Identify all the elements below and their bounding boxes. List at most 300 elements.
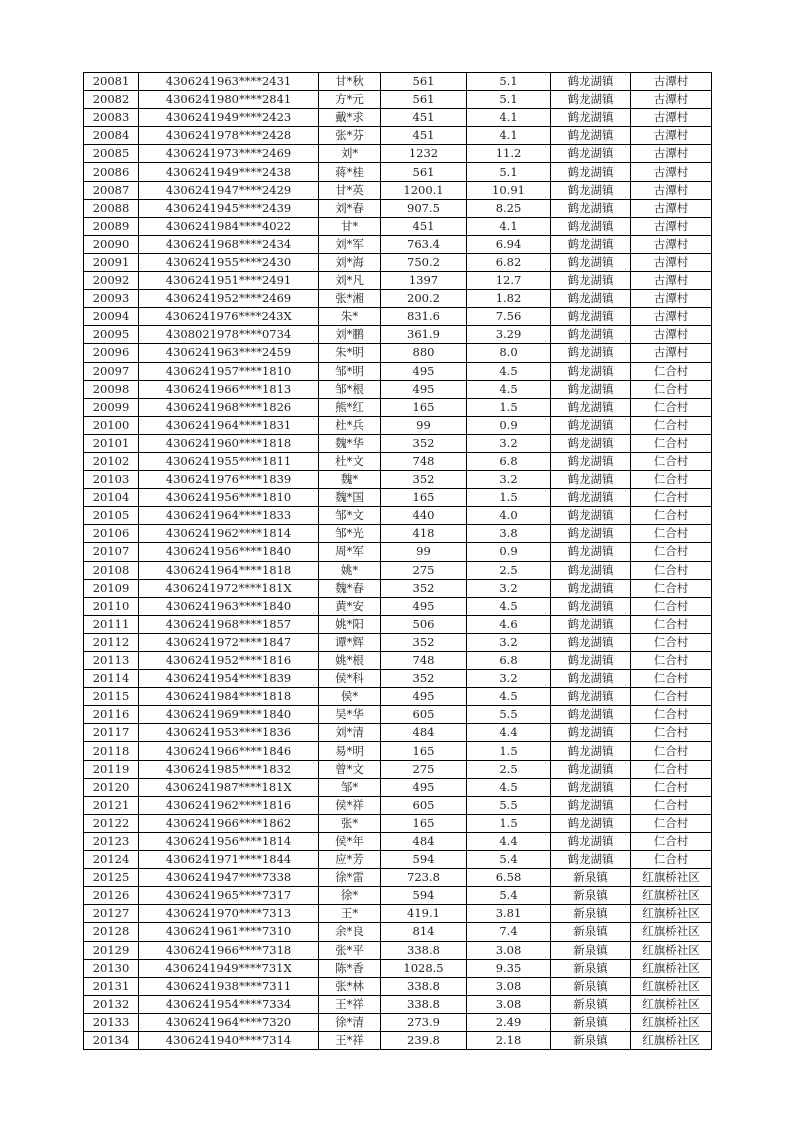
table-row [84, 163, 712, 181]
town-cell: 鹤龙湖镇 [551, 434, 631, 452]
serial-number-cell: 20131 [84, 977, 139, 995]
area-cell: 4.4 [467, 832, 551, 850]
id-number-cell: 4306241984****4022 [139, 217, 319, 235]
table-row [84, 434, 712, 452]
serial-number-cell: 20112 [84, 633, 139, 651]
serial-number-cell: 20126 [84, 887, 139, 905]
name-cell: 刘*海 [319, 253, 381, 271]
area-cell: 7.4 [467, 923, 551, 941]
amount-cell: 880 [381, 344, 467, 362]
town-cell: 鹤龙湖镇 [551, 778, 631, 796]
table-row [84, 489, 712, 507]
area-cell: 4.5 [467, 778, 551, 796]
name-cell: 蒋*桂 [319, 163, 381, 181]
amount-cell: 165 [381, 814, 467, 832]
amount-cell: 605 [381, 796, 467, 814]
area-cell: 3.81 [467, 905, 551, 923]
name-cell: 应*芳 [319, 851, 381, 869]
id-number-cell: 4306241956****1810 [139, 489, 319, 507]
table-row [84, 652, 712, 670]
village-cell: 仁合村 [631, 489, 712, 507]
amount-cell: 338.8 [381, 995, 467, 1013]
amount-cell: 907.5 [381, 199, 467, 217]
town-cell: 新泉镇 [551, 887, 631, 905]
serial-number-cell: 20115 [84, 688, 139, 706]
table-row [84, 1031, 712, 1049]
table-row [84, 416, 712, 434]
village-cell: 仁合村 [631, 543, 712, 561]
table-row [84, 326, 712, 344]
id-number-cell: 4306241962****1816 [139, 796, 319, 814]
name-cell: 谭*辉 [319, 633, 381, 651]
serial-number-cell: 20100 [84, 416, 139, 434]
name-cell: 甘* [319, 217, 381, 235]
village-cell: 红旗桥社区 [631, 941, 712, 959]
id-number-cell: 4308021978****0734 [139, 326, 319, 344]
serial-number-cell: 20124 [84, 851, 139, 869]
town-cell: 新泉镇 [551, 869, 631, 887]
name-cell: 易*明 [319, 742, 381, 760]
serial-number-cell: 20113 [84, 652, 139, 670]
serial-number-cell: 20121 [84, 796, 139, 814]
table-row [84, 851, 712, 869]
town-cell: 新泉镇 [551, 977, 631, 995]
serial-number-cell: 20129 [84, 941, 139, 959]
id-number-cell: 4306241956****1814 [139, 832, 319, 850]
village-cell: 仁合村 [631, 796, 712, 814]
serial-number-cell: 20128 [84, 923, 139, 941]
village-cell: 红旗桥社区 [631, 1031, 712, 1049]
village-cell: 仁合村 [631, 832, 712, 850]
table-row [84, 145, 712, 163]
town-cell: 鹤龙湖镇 [551, 235, 631, 253]
village-cell: 红旗桥社区 [631, 887, 712, 905]
town-cell: 新泉镇 [551, 941, 631, 959]
id-number-cell: 4306241966****1813 [139, 380, 319, 398]
town-cell: 鹤龙湖镇 [551, 344, 631, 362]
village-cell: 仁合村 [631, 362, 712, 380]
village-cell: 仁合村 [631, 561, 712, 579]
serial-number-cell: 20107 [84, 543, 139, 561]
id-number-cell: 4306241985****1832 [139, 760, 319, 778]
table-row [84, 869, 712, 887]
village-cell: 仁合村 [631, 652, 712, 670]
amount-cell: 352 [381, 579, 467, 597]
amount-cell: 273.9 [381, 1013, 467, 1031]
town-cell: 鹤龙湖镇 [551, 380, 631, 398]
id-number-cell: 4306241980****2841 [139, 91, 319, 109]
serial-number-cell: 20092 [84, 272, 139, 290]
amount-cell: 451 [381, 217, 467, 235]
serial-number-cell: 20119 [84, 760, 139, 778]
name-cell: 徐*雷 [319, 869, 381, 887]
serial-number-cell: 20108 [84, 561, 139, 579]
amount-cell: 605 [381, 706, 467, 724]
id-number-cell: 4306241984****1818 [139, 688, 319, 706]
area-cell: 4.5 [467, 380, 551, 398]
area-cell: 3.2 [467, 434, 551, 452]
serial-number-cell: 20093 [84, 290, 139, 308]
village-cell: 仁合村 [631, 579, 712, 597]
town-cell: 鹤龙湖镇 [551, 253, 631, 271]
area-cell: 5.1 [467, 73, 551, 91]
id-number-cell: 4306241951****2491 [139, 272, 319, 290]
amount-cell: 561 [381, 73, 467, 91]
table-row [84, 670, 712, 688]
area-cell: 1.5 [467, 814, 551, 832]
id-number-cell: 4306241940****7314 [139, 1031, 319, 1049]
town-cell: 鹤龙湖镇 [551, 652, 631, 670]
serial-number-cell: 20088 [84, 199, 139, 217]
serial-number-cell: 20122 [84, 814, 139, 832]
name-cell: 侯*科 [319, 670, 381, 688]
amount-cell: 495 [381, 688, 467, 706]
town-cell: 鹤龙湖镇 [551, 272, 631, 290]
area-cell: 3.2 [467, 471, 551, 489]
amount-cell: 165 [381, 398, 467, 416]
serial-number-cell: 20104 [84, 489, 139, 507]
id-number-cell: 4306241964****1831 [139, 416, 319, 434]
area-cell: 8.0 [467, 344, 551, 362]
area-cell: 5.1 [467, 91, 551, 109]
table-row [84, 760, 712, 778]
amount-cell: 361.9 [381, 326, 467, 344]
name-cell: 张*湘 [319, 290, 381, 308]
name-cell: 张* [319, 814, 381, 832]
town-cell: 鹤龙湖镇 [551, 73, 631, 91]
village-cell: 仁合村 [631, 615, 712, 633]
serial-number-cell: 20084 [84, 127, 139, 145]
area-cell: 5.5 [467, 796, 551, 814]
id-number-cell: 4306241971****1844 [139, 851, 319, 869]
town-cell: 鹤龙湖镇 [551, 742, 631, 760]
id-number-cell: 4306241978****2428 [139, 127, 319, 145]
name-cell: 邹*明 [319, 362, 381, 380]
table-row [84, 380, 712, 398]
id-number-cell: 4306241968****2434 [139, 235, 319, 253]
amount-cell: 165 [381, 489, 467, 507]
village-cell: 古潭村 [631, 253, 712, 271]
town-cell: 新泉镇 [551, 1031, 631, 1049]
area-cell: 3.08 [467, 995, 551, 1013]
village-cell: 仁合村 [631, 507, 712, 525]
village-cell: 仁合村 [631, 814, 712, 832]
name-cell: 侯* [319, 688, 381, 706]
table-row [84, 127, 712, 145]
serial-number-cell: 20094 [84, 308, 139, 326]
name-cell: 魏*春 [319, 579, 381, 597]
amount-cell: 338.8 [381, 941, 467, 959]
town-cell: 鹤龙湖镇 [551, 326, 631, 344]
id-number-cell: 4306241952****1816 [139, 652, 319, 670]
id-number-cell: 4306241966****1862 [139, 814, 319, 832]
amount-cell: 748 [381, 452, 467, 470]
table-row [84, 742, 712, 760]
name-cell: 魏*国 [319, 489, 381, 507]
name-cell: 邹* [319, 778, 381, 796]
village-cell: 红旗桥社区 [631, 977, 712, 995]
id-number-cell: 4306241966****7318 [139, 941, 319, 959]
table-row [84, 525, 712, 543]
id-number-cell: 4306241964****1833 [139, 507, 319, 525]
table-row [84, 814, 712, 832]
name-cell: 魏*华 [319, 434, 381, 452]
name-cell: 邹*文 [319, 507, 381, 525]
village-cell: 古潭村 [631, 272, 712, 290]
town-cell: 鹤龙湖镇 [551, 91, 631, 109]
id-number-cell: 4306241949****731X [139, 959, 319, 977]
name-cell: 朱* [319, 308, 381, 326]
serial-number-cell: 20086 [84, 163, 139, 181]
id-number-cell: 4306241968****1826 [139, 398, 319, 416]
serial-number-cell: 20109 [84, 579, 139, 597]
area-cell: 6.8 [467, 452, 551, 470]
amount-cell: 1200.1 [381, 181, 467, 199]
serial-number-cell: 20106 [84, 525, 139, 543]
area-cell: 12.7 [467, 272, 551, 290]
name-cell: 甘*英 [319, 181, 381, 199]
town-cell: 鹤龙湖镇 [551, 597, 631, 615]
town-cell: 鹤龙湖镇 [551, 199, 631, 217]
name-cell: 魏* [319, 471, 381, 489]
id-number-cell: 4306241963****1840 [139, 597, 319, 615]
serial-number-cell: 20087 [84, 181, 139, 199]
village-cell: 仁合村 [631, 778, 712, 796]
name-cell: 王*祥 [319, 995, 381, 1013]
amount-cell: 451 [381, 109, 467, 127]
village-cell: 仁合村 [631, 760, 712, 778]
id-number-cell: 4306241987****181X [139, 778, 319, 796]
town-cell: 鹤龙湖镇 [551, 127, 631, 145]
town-cell: 新泉镇 [551, 995, 631, 1013]
table-row [84, 452, 712, 470]
town-cell: 鹤龙湖镇 [551, 308, 631, 326]
village-cell: 古潭村 [631, 344, 712, 362]
table-row [84, 778, 712, 796]
amount-cell: 418 [381, 525, 467, 543]
table-row [84, 724, 712, 742]
serial-number-cell: 20099 [84, 398, 139, 416]
name-cell: 徐* [319, 887, 381, 905]
id-number-cell: 4306241955****2430 [139, 253, 319, 271]
area-cell: 2.18 [467, 1031, 551, 1049]
village-cell: 仁合村 [631, 706, 712, 724]
amount-cell: 495 [381, 778, 467, 796]
village-cell: 古潭村 [631, 109, 712, 127]
town-cell: 鹤龙湖镇 [551, 416, 631, 434]
village-cell: 仁合村 [631, 688, 712, 706]
name-cell: 刘*春 [319, 199, 381, 217]
town-cell: 新泉镇 [551, 905, 631, 923]
area-cell: 4.0 [467, 507, 551, 525]
table-row [84, 362, 712, 380]
amount-cell: 440 [381, 507, 467, 525]
serial-number-cell: 20091 [84, 253, 139, 271]
town-cell: 鹤龙湖镇 [551, 796, 631, 814]
village-cell: 古潭村 [631, 199, 712, 217]
area-cell: 3.2 [467, 633, 551, 651]
serial-number-cell: 20110 [84, 597, 139, 615]
table-row [84, 579, 712, 597]
serial-number-cell: 20133 [84, 1013, 139, 1031]
id-number-cell: 4306241973****2469 [139, 145, 319, 163]
table-row [84, 615, 712, 633]
name-cell: 刘* [319, 145, 381, 163]
id-number-cell: 4306241964****7320 [139, 1013, 319, 1031]
table-row [84, 344, 712, 362]
town-cell: 鹤龙湖镇 [551, 489, 631, 507]
area-cell: 5.1 [467, 163, 551, 181]
town-cell: 鹤龙湖镇 [551, 832, 631, 850]
id-number-cell: 4306241962****1814 [139, 525, 319, 543]
table-row [84, 995, 712, 1013]
serial-number-cell: 20101 [84, 434, 139, 452]
name-cell: 姚*根 [319, 652, 381, 670]
area-cell: 3.8 [467, 525, 551, 543]
serial-number-cell: 20117 [84, 724, 139, 742]
village-cell: 仁合村 [631, 398, 712, 416]
amount-cell: 723.8 [381, 869, 467, 887]
area-cell: 6.82 [467, 253, 551, 271]
id-number-cell: 4306241955****1811 [139, 452, 319, 470]
village-cell: 古潭村 [631, 326, 712, 344]
table-row [84, 290, 712, 308]
id-number-cell: 4306241956****1840 [139, 543, 319, 561]
serial-number-cell: 20097 [84, 362, 139, 380]
serial-number-cell: 20118 [84, 742, 139, 760]
table-row [84, 308, 712, 326]
name-cell: 甘*秋 [319, 73, 381, 91]
name-cell: 杜*兵 [319, 416, 381, 434]
id-number-cell: 4306241960****1818 [139, 434, 319, 452]
table-row [84, 688, 712, 706]
table-row [84, 887, 712, 905]
village-cell: 仁合村 [631, 851, 712, 869]
area-cell: 5.4 [467, 851, 551, 869]
town-cell: 鹤龙湖镇 [551, 362, 631, 380]
serial-number-cell: 20082 [84, 91, 139, 109]
area-cell: 1.5 [467, 742, 551, 760]
town-cell: 鹤龙湖镇 [551, 507, 631, 525]
area-cell: 8.25 [467, 199, 551, 217]
table-row [84, 923, 712, 941]
table-row [84, 832, 712, 850]
area-cell: 0.9 [467, 543, 551, 561]
town-cell: 鹤龙湖镇 [551, 724, 631, 742]
table-row [84, 73, 712, 91]
id-number-cell: 4306241963****2459 [139, 344, 319, 362]
name-cell: 姚*阳 [319, 615, 381, 633]
table-row [84, 217, 712, 235]
serial-number-cell: 20114 [84, 670, 139, 688]
table-row [84, 507, 712, 525]
table-row [84, 561, 712, 579]
village-cell: 古潭村 [631, 308, 712, 326]
serial-number-cell: 20132 [84, 995, 139, 1013]
table-row [84, 905, 712, 923]
serial-number-cell: 20103 [84, 471, 139, 489]
id-number-cell: 4306241976****1839 [139, 471, 319, 489]
table-row [84, 109, 712, 127]
amount-cell: 275 [381, 760, 467, 778]
serial-number-cell: 20123 [84, 832, 139, 850]
serial-number-cell: 20089 [84, 217, 139, 235]
serial-number-cell: 20111 [84, 615, 139, 633]
table-row [84, 272, 712, 290]
table-row [84, 796, 712, 814]
id-number-cell: 4306241969****1840 [139, 706, 319, 724]
id-number-cell: 4306241968****1857 [139, 615, 319, 633]
town-cell: 鹤龙湖镇 [551, 525, 631, 543]
name-cell: 姚* [319, 561, 381, 579]
area-cell: 6.58 [467, 869, 551, 887]
town-cell: 鹤龙湖镇 [551, 851, 631, 869]
serial-number-cell: 20102 [84, 452, 139, 470]
village-cell: 古潭村 [631, 145, 712, 163]
name-cell: 邹*根 [319, 380, 381, 398]
serial-number-cell: 20105 [84, 507, 139, 525]
amount-cell: 1397 [381, 272, 467, 290]
town-cell: 鹤龙湖镇 [551, 145, 631, 163]
town-cell: 新泉镇 [551, 959, 631, 977]
name-cell: 邹*光 [319, 525, 381, 543]
village-cell: 古潭村 [631, 127, 712, 145]
village-cell: 仁合村 [631, 434, 712, 452]
amount-cell: 275 [381, 561, 467, 579]
table-row [84, 633, 712, 651]
village-cell: 仁合村 [631, 724, 712, 742]
serial-number-cell: 20125 [84, 869, 139, 887]
amount-cell: 748 [381, 652, 467, 670]
town-cell: 鹤龙湖镇 [551, 217, 631, 235]
serial-number-cell: 20116 [84, 706, 139, 724]
amount-cell: 594 [381, 887, 467, 905]
area-cell: 2.49 [467, 1013, 551, 1031]
town-cell: 鹤龙湖镇 [551, 181, 631, 199]
amount-cell: 750.2 [381, 253, 467, 271]
table-row [84, 959, 712, 977]
id-number-cell: 4306241972****181X [139, 579, 319, 597]
table-body [84, 73, 712, 1050]
name-cell: 张*林 [319, 977, 381, 995]
serial-number-cell: 20085 [84, 145, 139, 163]
serial-number-cell: 20090 [84, 235, 139, 253]
id-number-cell: 4306241965****7317 [139, 887, 319, 905]
village-cell: 红旗桥社区 [631, 1013, 712, 1031]
table-row [84, 199, 712, 217]
area-cell: 7.56 [467, 308, 551, 326]
area-cell: 10.91 [467, 181, 551, 199]
amount-cell: 495 [381, 362, 467, 380]
table-row [84, 543, 712, 561]
id-number-cell: 4306241954****7334 [139, 995, 319, 1013]
village-cell: 红旗桥社区 [631, 923, 712, 941]
area-cell: 1.5 [467, 489, 551, 507]
town-cell: 鹤龙湖镇 [551, 688, 631, 706]
name-cell: 刘*凡 [319, 272, 381, 290]
area-cell: 4.1 [467, 109, 551, 127]
area-cell: 9.35 [467, 959, 551, 977]
amount-cell: 419.1 [381, 905, 467, 923]
area-cell: 3.08 [467, 977, 551, 995]
amount-cell: 1232 [381, 145, 467, 163]
town-cell: 鹤龙湖镇 [551, 633, 631, 651]
name-cell: 王* [319, 905, 381, 923]
id-number-cell: 4306241949****2438 [139, 163, 319, 181]
town-cell: 新泉镇 [551, 1013, 631, 1031]
table-row [84, 597, 712, 615]
id-number-cell: 4306241947****7338 [139, 869, 319, 887]
